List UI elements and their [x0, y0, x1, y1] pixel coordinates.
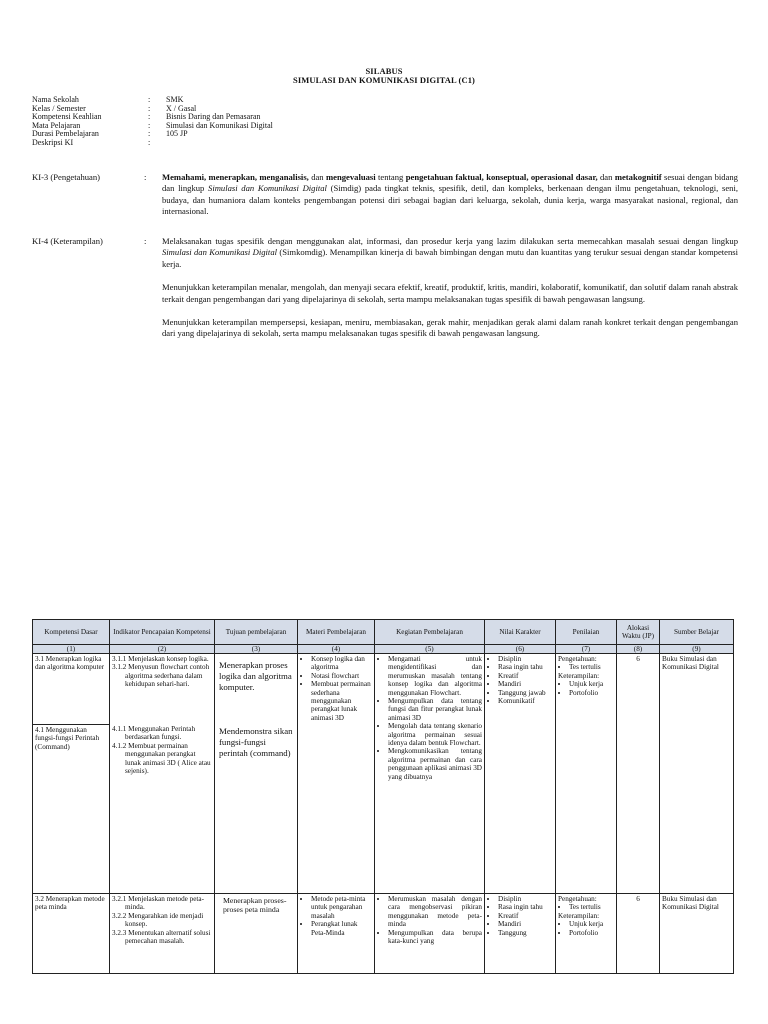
list-item: 3.2.1 Menjelaskan metode peta-minda.: [112, 895, 205, 912]
material-cell: [298, 654, 375, 894]
list-item: • Perangkat lunak Peta-Minda: [311, 920, 372, 937]
ki3-colon: :: [144, 172, 147, 182]
character-list: [487, 895, 553, 937]
document-subtitle: SIMULASI DAN KOMUNIKASI DIGITAL (C1): [293, 75, 475, 85]
identity-value: SMK: [166, 95, 184, 104]
material-list: [300, 655, 372, 722]
competency-4-1: 4.1 Menggunakan fungsi-fungsi Perintah (Command): [35, 726, 100, 751]
identity-row: [32, 139, 432, 148]
assessment-knowledge-label: Pengetahuan:: [558, 655, 597, 663]
list-item: • Mengamati untuk mengidentifikasi dan merumuskan masalah tentang konsep logika dan algoritma menggunakan Flowchart.: [388, 655, 482, 697]
assessment-knowledge-label: Pengetahuan:: [558, 895, 597, 903]
list-item: • Mandiri: [498, 920, 553, 928]
identity-colon: :: [148, 137, 151, 147]
activity-list: [377, 655, 482, 781]
ki4-paragraph-2: Menunjukkan keterampilan menalar, mengolah, dan menyaji secara efektif, kreatif, produktif, kritis, mandiri, kolaboratif, komunikatif, dan solutif dalam ranah abstrak terkait dengan pengembangan dari yang dipelajarinya di sekolah, serta mampu melaksanakan tugas spesifik di bawah pengawasan langsung.: [162, 282, 738, 304]
ki4-label: KI-4 (Keterampilan): [32, 236, 103, 246]
character-cell: [485, 894, 556, 974]
column-number-row: [33, 645, 734, 654]
list-item: • Membuat permainan sederhana menggunakan perangkat lunak animasi 3D: [311, 680, 372, 722]
ki4-text: [162, 236, 738, 352]
list-item: • Mengumpulkan data berupa kata-kunci yang: [388, 929, 482, 946]
list-item: • Rasa ingin tahu: [498, 903, 553, 911]
list-item: • Mengkomunikasikan tentang algoritma permainan dan cara penggunaan aplikasi animasi 3D yang dibuatnya: [388, 747, 482, 781]
objective-4-1: Mendemonstra sikan fungsi-fungsi perintah (command): [219, 726, 293, 758]
column-header: Kompetensi Dasar: [33, 620, 110, 645]
list-item: • Komunikatif: [498, 697, 553, 705]
column-header: Tujuan pembelajaran: [215, 620, 298, 645]
assessment-knowledge-list: [558, 663, 614, 671]
indicator-cell: [110, 894, 215, 974]
identity-label: Kelas / Semester: [32, 103, 86, 113]
ki4-colon: :: [144, 236, 147, 246]
list-item: • Rasa ingin tahu: [498, 663, 553, 671]
source-cell: Buku Simulasi dan Komunikasi Digital: [660, 654, 734, 894]
list-item: 4.1.2 Membuat permainan menggunakan perangkat lunak animasi 3D ( Alice atau sejenis).: [112, 741, 211, 776]
column-number: (8): [617, 645, 660, 654]
list-item: • Mengumpulkan data tentang fungsi dan fitur perangkat lunak animasi 3D: [388, 697, 482, 722]
competency-3-1: 3.1 Menerapkan logika dan algoritma komputer: [33, 654, 109, 725]
identity-label: Nama Sekolah: [32, 95, 79, 104]
list-item: • Metode peta-minta untuk pengarahan masalah: [311, 895, 372, 920]
assessment-cell: [556, 654, 617, 894]
column-number: (3): [215, 645, 298, 654]
identity-value: X / Gasal: [166, 103, 197, 113]
identity-value: 105 JP: [166, 129, 188, 139]
document-title: SILABUS: [365, 66, 403, 76]
column-header: Nilai Karakter: [485, 620, 556, 645]
column-header: Indikator Pencapaian Kompetensi: [110, 620, 215, 645]
indicator-list-4-1: [112, 725, 212, 775]
identity-table: [32, 96, 432, 148]
list-item: • Kreatif: [498, 912, 553, 920]
list-item: • Unjuk kerja: [569, 920, 614, 928]
identity-colon: :: [148, 129, 151, 139]
activity-cell: [375, 654, 485, 894]
header-row: [33, 620, 734, 645]
identity-label: Deskripsi KI: [32, 137, 74, 147]
ki3-section: [32, 172, 738, 232]
identity-value: [166, 139, 432, 148]
list-item: • Konsep logika dan algoritma: [311, 655, 372, 672]
list-item: • Tanggung jawab: [498, 689, 553, 697]
list-item: 3.1.1 Menjelaskan konsep logika.: [112, 655, 209, 663]
activity-cell: [375, 894, 485, 974]
indicator-list-3-2: [112, 895, 212, 945]
source-cell: Buku Simulasi dan Komunikasi Digital: [660, 894, 734, 974]
column-number: (6): [485, 645, 556, 654]
list-item: 3.2.2 Mengarahkan ide menjadi konsep.: [112, 911, 204, 929]
column-header: Alokasi Waktu (JP): [617, 620, 660, 645]
column-number: (4): [298, 645, 375, 654]
list-item: • Tanggung: [498, 929, 553, 937]
assessment-skill-list: [558, 680, 614, 697]
list-item: • Unjuk kerja: [569, 680, 614, 688]
list-item: 3.1.2 Menyusun flowchart contoh algoritma sederhana dalam kehidupan sehari-hari.: [112, 663, 210, 689]
identity-colon: :: [148, 103, 151, 113]
identity-colon: :: [148, 112, 151, 122]
column-header: Materi Pembelajaran: [298, 620, 375, 645]
identity-value: Simulasi dan Komunikasi Digital: [166, 120, 273, 130]
list-item: • Mandiri: [498, 680, 553, 688]
column-number: (2): [110, 645, 215, 654]
ki4-paragraph-1: Melaksanakan tugas spesifik dengan menggunakan alat, informasi, dan prosedur kerja yang lazim dilakukan serta memecahkan masalah sesuai dengan lingkup Simulasi dan Komunikasi Digital (Simkomdig). Menampilkan kinerja di bawah bimbingan dengan mutu dan kuantitas yang terukur sesuai dengan standar kompetensi kerja.: [162, 236, 739, 269]
identity-label: Mata Pelajaran: [32, 120, 81, 130]
ki3-label: KI-3 (Pengetahuan): [32, 172, 101, 182]
list-item: • Kreatif: [498, 672, 553, 680]
column-number: (5): [375, 645, 485, 654]
list-item: 3.2.3 Menentukan alternatif solusi pemecahan masalah.: [112, 928, 211, 946]
competency-cell: [33, 654, 110, 894]
identity-colon: :: [148, 95, 151, 104]
objective-3-1: Menerapkan proses logika dan algoritma komputer.: [219, 660, 292, 692]
ki3-text: Memahami, menerapkan, menganalisis, dan mengevaluasi tentang pengetahuan faktual, konseptual, operasional dasar, dan metakognitif sesuai dengan bidang dan lingkup Simulasi dan Komunikasi Digital (Simdig) pada tingkat teknis, spesifik, detil, dan kompleks, berkenaan dengan ilmu pengetahuan, teknologi, seni, budaya, dan humaniora dalam konteks pengembangan potensi diri sebagai bagian dari keluarga, sekolah, dunia kerja, warga masyarakat nasional, regional, dan internasional.: [162, 172, 738, 217]
column-header: Kegiatan Pembelajaran: [375, 620, 485, 645]
identity-row: [32, 130, 432, 139]
syllabus-table: [32, 619, 734, 974]
competency-3-2: 3.2 Menerapkan metode peta minda: [33, 894, 110, 974]
material-list: [300, 895, 372, 937]
list-item: • Portofolio: [569, 689, 614, 697]
column-number: (9): [660, 645, 734, 654]
table-row: [33, 894, 734, 974]
time-allocation-cell: 6: [617, 894, 660, 974]
time-allocation-cell: 6: [617, 654, 660, 894]
assessment-skill-label: Keterampilan:: [558, 671, 600, 680]
ki4-section: [32, 236, 738, 376]
identity-colon: :: [148, 120, 151, 130]
column-number: (1): [33, 645, 110, 654]
ki4-paragraph-3: Menunjukkan keterampilan mempersepsi, kesiapan, meniru, membiasakan, gerak mahir, menjadikan gerak alami dalam ranah konkret terkait dengan pengembangan dari yang dipelajarinya di sekolah, serta mampu melaksanakan tugas spesifik di bawah pengawasan langsung.: [162, 317, 738, 339]
identity-label: Kompetensi Keahlian: [32, 112, 102, 122]
list-item: • Disiplin: [498, 895, 553, 903]
list-item: • Tes tertulis: [569, 903, 614, 911]
objective-3-2: Menerapkan proses-proses peta minda: [215, 894, 298, 974]
assessment-skill-label: Keterampilan:: [558, 911, 600, 920]
assessment-knowledge-list: [558, 903, 614, 911]
activity-list: [377, 895, 482, 945]
list-item: • Notasi flowchart: [311, 672, 372, 680]
assessment-skill-list: [558, 920, 614, 937]
list-item: 4.1.1 Menggunakan Perintah berdasarkan fungsi.: [112, 725, 196, 742]
character-list: [487, 655, 553, 705]
identity-label: Durasi Pembelajaran: [32, 129, 99, 139]
material-cell: [298, 894, 375, 974]
indicator-cell: [110, 654, 215, 894]
list-item: • Portofolio: [569, 929, 614, 937]
list-item: • Merumuskan masalah dengan cara mengobservasi pikiran menggunakan metode peta-minda: [388, 895, 482, 929]
table-row: [33, 654, 734, 894]
character-cell: [485, 654, 556, 894]
list-item: • Mengolah data tentang skenario algoritma permainan sesuai idenya dalam bentuk Flowchart.: [388, 722, 482, 747]
list-item: • Disiplin: [498, 655, 553, 663]
column-number: (7): [556, 645, 617, 654]
column-header: Sumber Belajar: [660, 620, 734, 645]
assessment-cell: [556, 894, 617, 974]
objective-cell: [215, 654, 298, 894]
identity-row: [32, 96, 432, 105]
list-item: • Tes tertulis: [569, 663, 614, 671]
indicator-list-3-1: [112, 655, 212, 689]
identity-value: Bisnis Daring dan Pemasaran: [166, 112, 261, 122]
column-header: Penilaian: [556, 620, 617, 645]
